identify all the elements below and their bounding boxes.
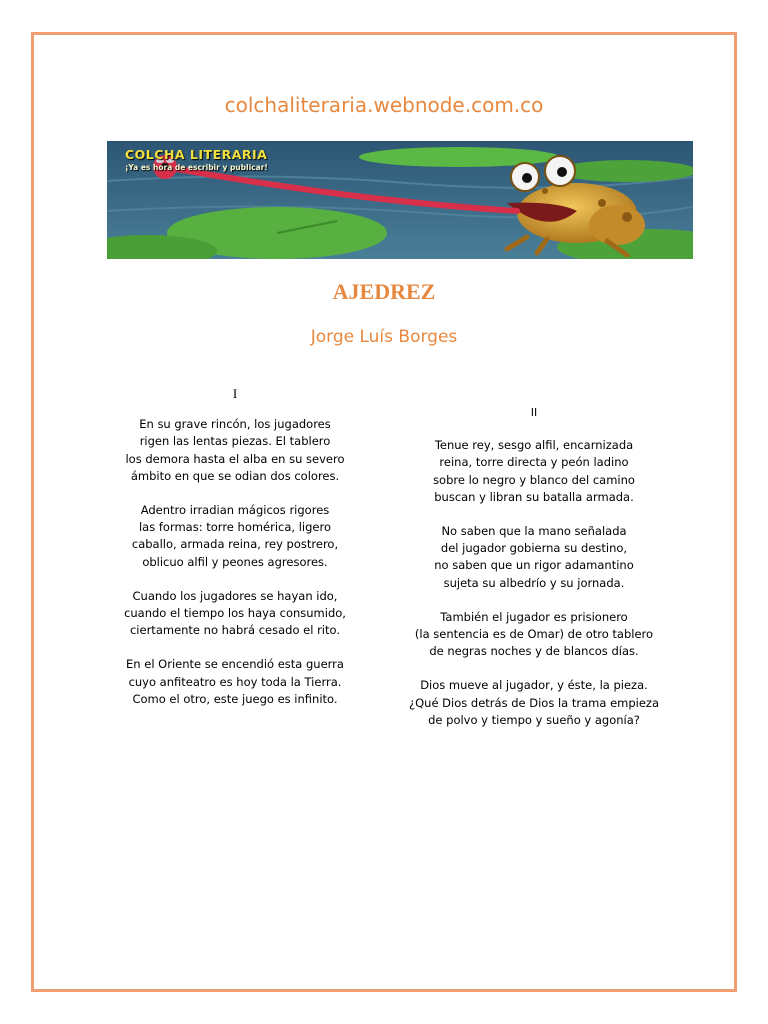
poem-part-i [95,385,375,725]
verse-line: cuando el tiempo los haya consumido, [124,606,346,621]
verse-line: sujeta su albedrío y su jornada. [443,575,625,590]
header-banner [107,141,693,259]
stanza [394,523,674,592]
poem-author: Jorge Luís Borges [310,327,458,347]
verse-line: ¿Qué Dios detrás de Dios la trama empieza [409,695,659,710]
part-numeral: II [530,406,538,419]
banner-tagline: ¡Ya es hora de escribir y publicar! [125,163,268,172]
verse-line: En su grave rincón, los jugadores [139,417,331,432]
verse-line: Adentro irradian mágicos rigores [140,503,330,518]
verse-line: (la sentencia es de Omar) de otro tablero [414,627,654,642]
verse-line: reina, torre directa y peón ladino [439,455,629,470]
verse-line: cuyo anfiteatro es hoy toda la Tierra. [128,674,342,689]
site-url: colchaliteraria.webnode.com.co [224,93,544,117]
verse-line: ámbito en que se odian dos colores. [130,468,340,483]
poem-title: AJEDREZ [332,279,436,304]
stanza [95,588,375,640]
verse-line: Como el otro, este juego es infinito. [132,691,338,706]
verse-line: del jugador gobierna su destino, [440,541,628,556]
verse-line: Tenue rey, sesgo alfil, encarnizada [434,438,634,453]
verse-line: los demora hasta el alba en su severo [125,451,345,466]
stanza [95,656,375,708]
verse-line: Cuando los jugadores se hayan ido, [132,588,338,603]
verse-line: rigen las lentas piezas. El tablero [139,434,331,449]
verse-line: las formas: torre homérica, ligero [138,520,332,535]
verse-line: También el jugador es prisionero [440,609,628,624]
verse-line: de polvo y tiempo y sueño y agonía? [428,712,640,727]
verse-line: buscan y libran su batalla armada. [434,489,634,504]
verse-line: oblicuo alfil y peones agresores. [142,554,328,569]
verse-line: no saben que un rigor adamantino [434,558,634,573]
stanza [394,437,674,506]
poem-part-ii [394,404,674,746]
verse-line: caballo, armada reina, rey postrero, [131,537,339,552]
stanza [394,609,674,661]
verse-line: Dios mueve al jugador, y éste, la pieza. [420,678,648,693]
verse-line: sobre lo negro y blanco del camino [433,472,635,487]
stanza [95,502,375,571]
stanza [95,416,375,485]
banner-title: COLCHA LITERARIA [125,147,268,162]
verse-line: ciertamente no habrá cesado el rito. [129,623,340,638]
verse-line: En el Oriente se encendió esta guerra [126,657,344,672]
verse-line: No saben que la mano señalada [441,524,627,539]
verse-line: de negras noches y de blancos días. [429,644,639,659]
stanza [394,677,674,729]
part-numeral: I [232,386,238,401]
